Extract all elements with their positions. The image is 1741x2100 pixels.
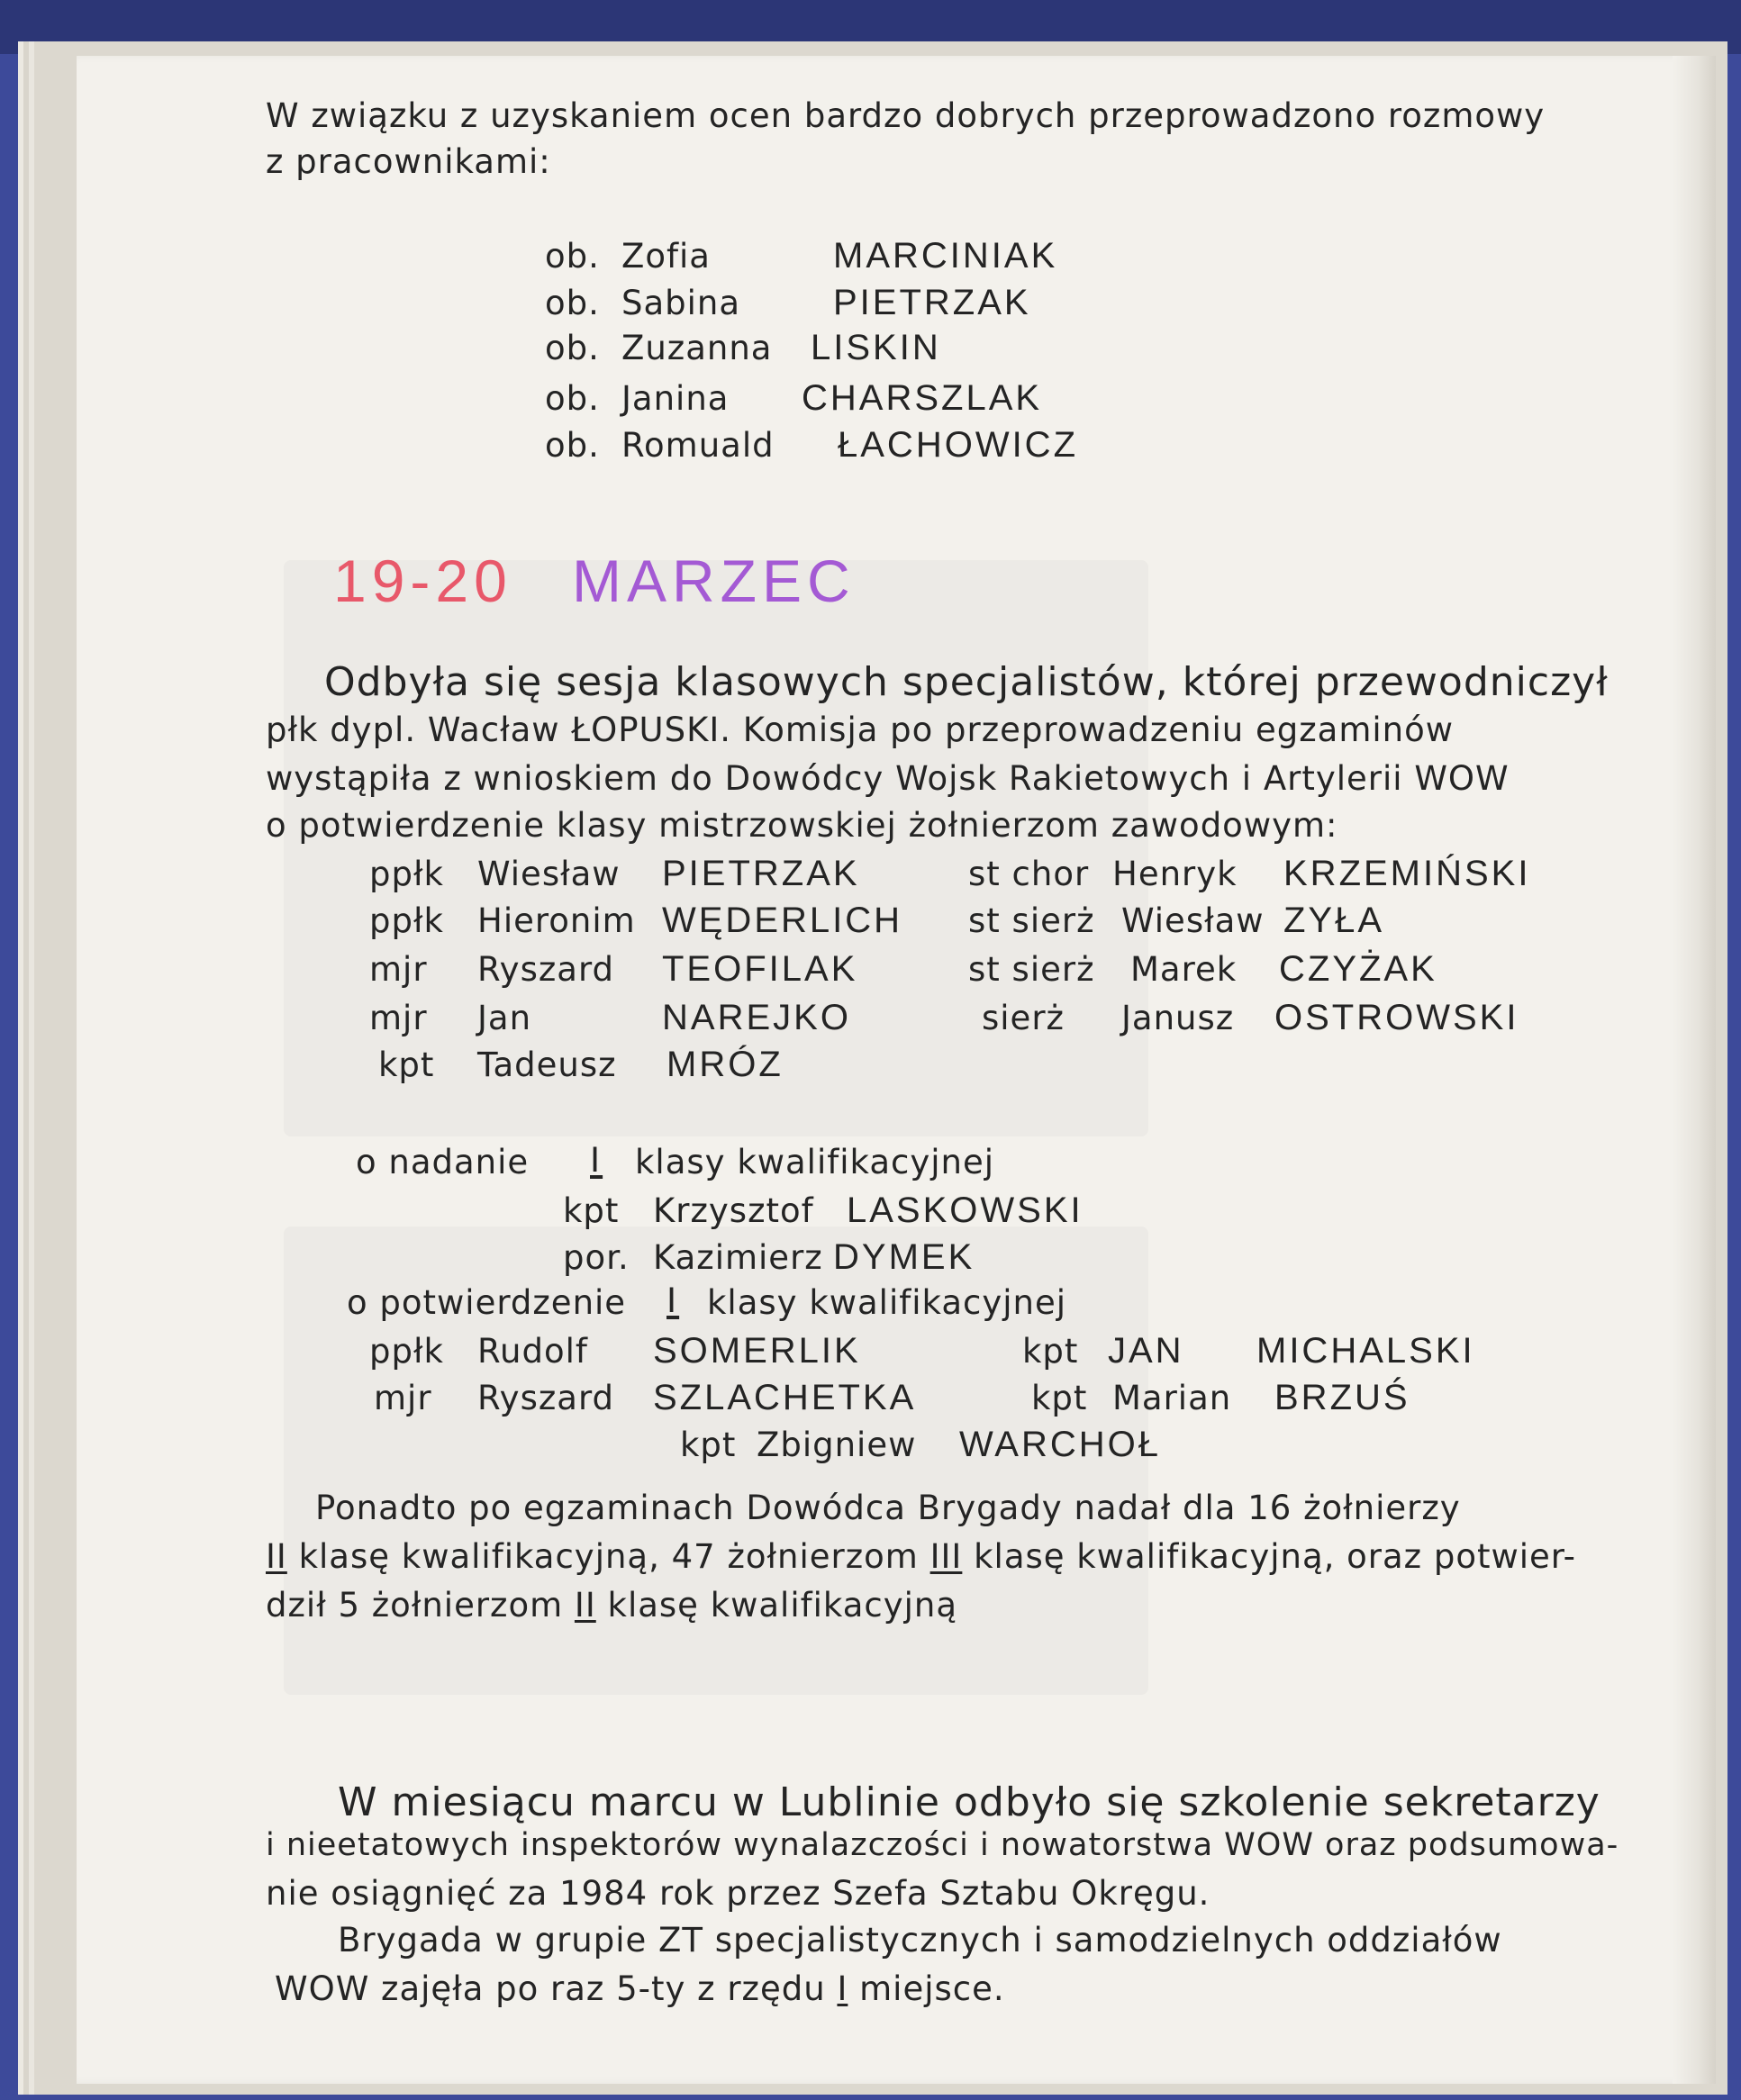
last-name: TEOFILAK (662, 949, 858, 989)
intro-line-1: W związku z uzyskaniem ocen bardzo dobrych przeprowadzono rozmowy (266, 96, 1546, 135)
rank: st chor (968, 855, 1090, 893)
march-text: miejsce. (859, 1969, 1005, 2008)
rank: kpt (1022, 1332, 1079, 1371)
first-name: Hieronim (477, 901, 636, 940)
first-name: Janusz (1121, 999, 1235, 1037)
employee-first-name: Zuzanna (621, 329, 773, 367)
first-name: Krzysztof (653, 1191, 814, 1230)
first-name: Marek (1130, 950, 1238, 989)
roman-numeral: III (929, 1537, 963, 1576)
grant-rest: klasy kwalifikacyjnej (635, 1143, 995, 1181)
first-name: Wiesław (477, 855, 621, 893)
first-name: Marian (1112, 1379, 1232, 1417)
employee-last-name: CHARSZLAK (802, 378, 1043, 418)
first-name: Jan (477, 999, 532, 1037)
further-line-2 (266, 1537, 1576, 1576)
march-line-3: nie osiągnięć za 1984 rok przez Szefa Sztabu Okręgu. (266, 1874, 1211, 1913)
page-binding (1673, 56, 1716, 2084)
rank: por. (563, 1238, 630, 1277)
employee-first-name: Sabina (621, 284, 741, 322)
roman-numeral: I (837, 1969, 848, 2008)
first-name: JAN (1108, 1331, 1184, 1371)
rank: kpt (680, 1426, 737, 1464)
last-name: SOMERLIK (653, 1331, 861, 1371)
further-text: klasę kwalifikacyjną, 47 żołnierzom (298, 1537, 919, 1576)
march-line-5 (275, 1969, 1005, 2008)
confirm-rest: klasy kwalifikacyjnej (707, 1283, 1067, 1322)
roman-numeral: II (266, 1537, 287, 1576)
session-line-1: Odbyła się sesja klasowych specjalistów, której przewodniczył (324, 659, 1609, 705)
last-name: KRZEMIŃSKI (1283, 854, 1531, 893)
last-name: MICHALSKI (1256, 1331, 1475, 1371)
last-name: MRÓZ (666, 1045, 784, 1084)
first-name: Rudolf (477, 1332, 588, 1371)
employee-prefix: ob. (545, 426, 600, 465)
session-line-2: płk dypl. Wacław ŁOPUSKI. Komisja po przeprowadzeniu egzaminów (266, 711, 1455, 749)
first-name: Kazimierz (653, 1238, 823, 1277)
rank: st sierż (968, 950, 1095, 989)
last-name: CZYŻAK (1279, 949, 1437, 989)
rank: ppłk (369, 901, 444, 940)
session-line-4: o potwierdzenie klasy mistrzowskiej żołnierzom zawodowym: (266, 806, 1338, 845)
employee-prefix: ob. (545, 329, 600, 367)
employee-last-name: LISKIN (811, 328, 941, 367)
last-name: WĘDERLICH (662, 901, 903, 940)
further-text: klasę kwalifikacyjną, oraz potwier- (974, 1537, 1576, 1576)
last-name: LASKOWSKI (847, 1190, 1084, 1230)
date-days: 19-20 (333, 548, 512, 614)
last-name: OSTROWSKI (1274, 998, 1519, 1037)
employee-last-name: MARCINIAK (833, 236, 1058, 276)
session-line-3: wystąpiła z wnioskiem do Dowódcy Wojsk Rakietowych i Artylerii WOW (266, 759, 1510, 798)
further-text: klasę kwalifikacyjną (607, 1586, 958, 1625)
employee-first-name: Romuald (621, 426, 775, 465)
rank: kpt (378, 1045, 435, 1084)
first-name: Ryszard (477, 950, 615, 989)
last-name: WARCHOŁ (959, 1425, 1161, 1464)
rank: mjr (369, 950, 428, 989)
rank: kpt (1031, 1379, 1088, 1417)
march-line-1: W miesiącu marcu w Lublinie odbyło się szkolenie sekretarzy (338, 1779, 1600, 1825)
confirm-intro: o potwierdzenie (347, 1283, 627, 1322)
last-name: PIETRZAK (662, 854, 860, 893)
rank: sierż (982, 999, 1065, 1037)
march-line-2: i nieetatowych inspektorów wynalazczości i nowatorstwa WOW oraz podsumowa- (266, 1827, 1619, 1863)
rank: mjr (374, 1379, 432, 1417)
employee-last-name: ŁACHOWICZ (838, 425, 1078, 465)
employee-prefix: ob. (545, 379, 600, 418)
further-line-1: Ponadto po egzaminach Dowódca Brygady nadał dla 16 żołnierzy (315, 1489, 1461, 1527)
roman-numeral: II (574, 1586, 596, 1625)
rank: st sierż (968, 901, 1095, 940)
march-line-4: Brygada w grupie ZT specjalistycznych i samodzielnych oddziałów (338, 1921, 1502, 1960)
first-name: Henryk (1112, 855, 1238, 893)
rank: ppłk (369, 1332, 444, 1371)
last-name: BRZUŚ (1274, 1378, 1410, 1417)
last-name: NAREJKO (662, 998, 851, 1037)
last-name: DYMEK (833, 1237, 975, 1277)
grant-intro: o nadanie (356, 1143, 530, 1181)
further-line-3 (266, 1586, 958, 1625)
notebook-page (77, 56, 1716, 2084)
intro-line-2: z pracownikami: (266, 142, 551, 181)
roman-numeral: I (666, 1281, 680, 1320)
employee-prefix: ob. (545, 284, 600, 322)
last-name: ZYŁA (1283, 901, 1385, 940)
first-name: Zbigniew (757, 1426, 917, 1464)
employee-first-name: Janina (621, 379, 730, 418)
employee-first-name: Zofia (621, 237, 711, 276)
rank: ppłk (369, 855, 444, 893)
last-name: SZLACHETKA (653, 1378, 917, 1417)
rank: kpt (563, 1191, 620, 1230)
date-month: MARZEC (572, 548, 856, 614)
first-name: Wiesław (1121, 901, 1265, 940)
first-name: Ryszard (477, 1379, 615, 1417)
further-text: dził 5 żołnierzom (266, 1586, 564, 1625)
rank: mjr (369, 999, 428, 1037)
roman-numeral: I (590, 1140, 603, 1180)
first-name: Tadeusz (477, 1045, 617, 1084)
march-text: WOW zajęła po raz 5-ty z rzędu (275, 1969, 826, 2008)
employee-last-name: PIETRZAK (833, 283, 1031, 322)
employee-prefix: ob. (545, 237, 600, 276)
